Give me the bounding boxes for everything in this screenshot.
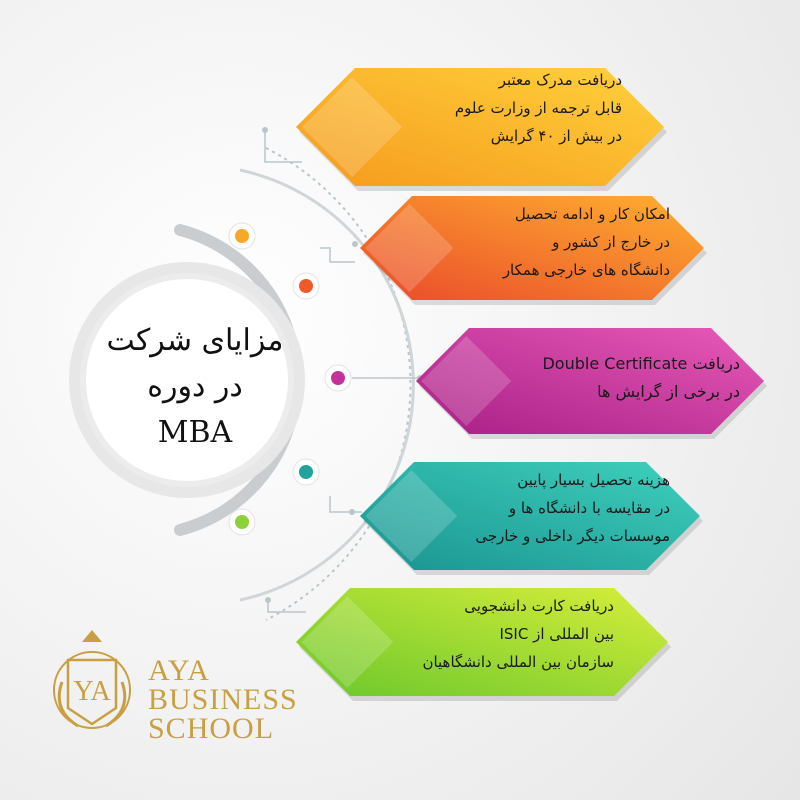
aya-logo-emblem xyxy=(54,630,130,728)
logo-line-2: BUSINESS xyxy=(148,683,298,716)
arc-dot-isic-card xyxy=(235,515,249,529)
benefit-line: دریافت Double Certificate xyxy=(542,354,740,373)
benefit-line: امکان کار و ادامه تحصیل xyxy=(514,205,670,223)
benefit-line: هزینه تحصیل بسیار پایین xyxy=(517,471,670,489)
benefit-line: در بیش از ۴۰ گرایش xyxy=(490,127,622,145)
arc-dot-work-abroad xyxy=(299,279,313,293)
benefit-item-double-certificate xyxy=(470,350,740,406)
logo-emblem-letters: YA xyxy=(73,676,111,707)
center-title-line-3: MBA xyxy=(157,415,233,450)
arc-dot-double-certificate xyxy=(331,371,345,385)
center-title xyxy=(95,318,295,456)
benefit-line: سازمان بین المللی دانشگاهیان xyxy=(422,653,614,671)
benefit-line: در مقایسه با دانشگاه ها و xyxy=(508,499,670,517)
benefit-line: دریافت کارت دانشجویی xyxy=(464,597,614,615)
benefit-line: دانشگاه های خارجی همکار xyxy=(502,261,670,279)
benefit-item-certificate xyxy=(400,66,622,150)
logo-line-3: SCHOOL xyxy=(148,712,275,745)
arc-dot-certificate xyxy=(235,229,249,243)
benefit-line: موسسات دیگر داخلی و خارجی xyxy=(475,527,670,545)
benefit-line: در برخی از گرایش ها xyxy=(597,382,740,401)
center-title-line-2: در دوره xyxy=(147,369,243,404)
logo-line-1: AYA xyxy=(148,654,210,687)
aya-logo-wordmark xyxy=(148,656,298,743)
benefit-line: دریافت مدرک معتبر xyxy=(498,71,622,89)
arc-dot-low-cost xyxy=(299,465,313,479)
benefit-item-isic-card xyxy=(386,592,614,676)
benefit-item-low-cost xyxy=(444,466,670,550)
benefit-line: بین المللی از ISIC xyxy=(499,625,614,643)
benefit-item-work-abroad xyxy=(442,200,670,284)
center-title-line-1: مزایای شرکت xyxy=(106,323,284,358)
benefit-line: قابل ترجمه از وزارت علوم xyxy=(454,99,622,117)
benefit-line: در خارج از کشور و xyxy=(552,233,670,251)
